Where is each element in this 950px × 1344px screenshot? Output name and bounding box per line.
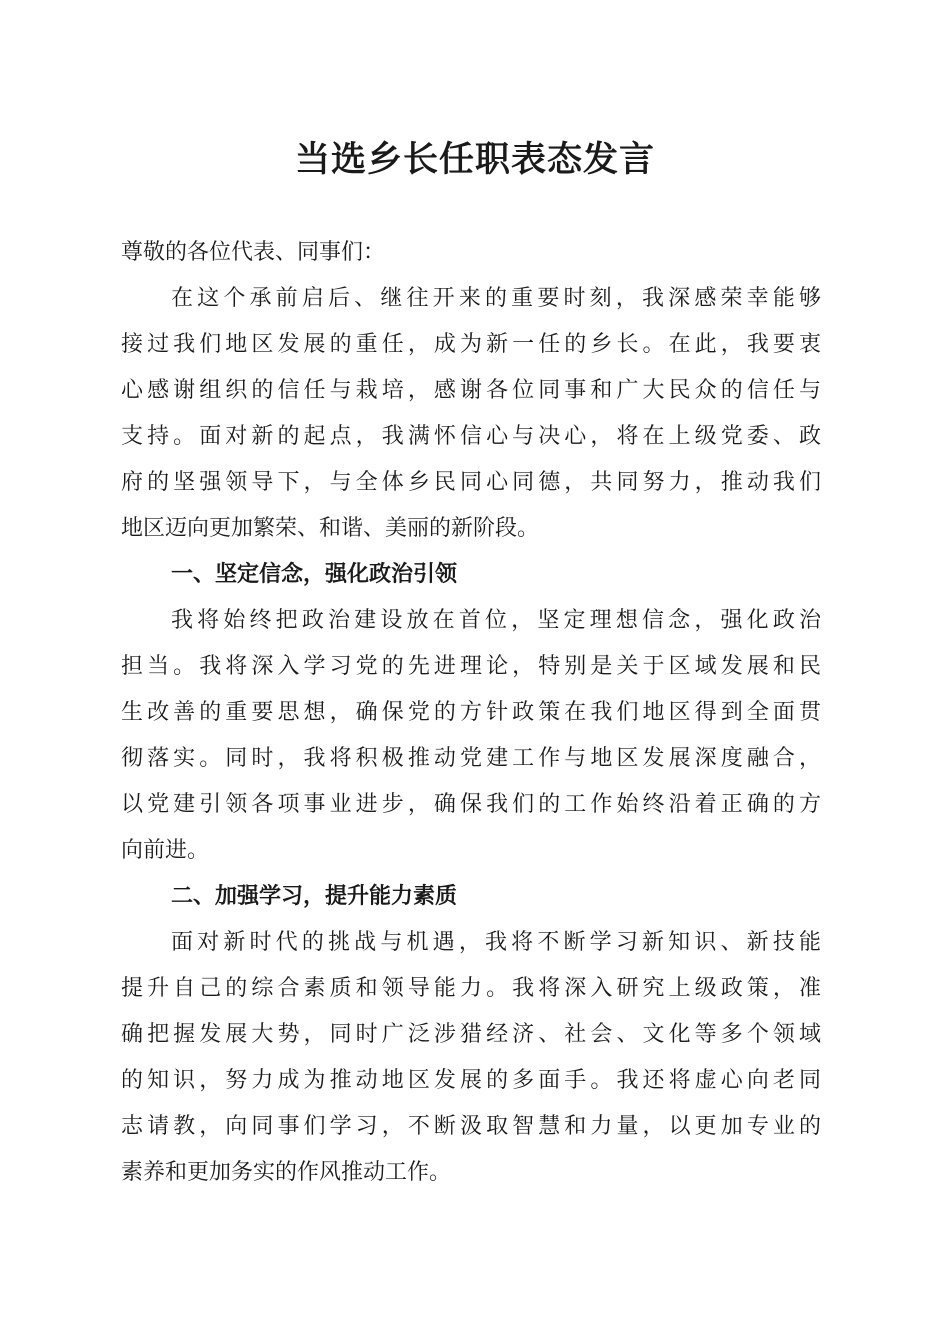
paragraph-line: 生改善的重要思想，确保党的方针政策在我们地区得到全面贯 bbox=[121, 700, 821, 725]
paragraph-line: 接过我们地区发展的重任，成为新一任的乡长。在此，我要衷 bbox=[121, 332, 821, 357]
paragraph-line: 面对新时代的挑战与机遇，我将不断学习新知识、新技能 bbox=[171, 930, 821, 955]
document-body bbox=[121, 230, 821, 1196]
paragraph-line: 我将始终把政治建设放在首位，坚定理想信念，强化政治 bbox=[171, 608, 821, 633]
document-title: 当选乡长任职表态发言 bbox=[294, 139, 655, 180]
section-heading-1: 一、坚定信念，强化政治引领 bbox=[171, 562, 458, 587]
paragraph-line: 彻落实。同时，我将积极推动党建工作与地区发展深度融合， bbox=[121, 746, 821, 771]
paragraph-line: 担当。我将深入学习党的先进理论，特别是关于区域发展和民 bbox=[121, 654, 821, 679]
paragraph-line: 府的坚强领导下，与全体乡民同心同德，共同努力，推动我们 bbox=[121, 470, 821, 495]
paragraph-line: 志请教，向同事们学习，不断汲取智慧和力量，以更加专业的 bbox=[121, 1114, 821, 1139]
paragraph-line: 在这个承前启后、继往开来的重要时刻，我深感荣幸能够 bbox=[171, 286, 821, 311]
paragraph-line: 提升自己的综合素质和领导能力。我将深入研究上级政策，准 bbox=[121, 976, 821, 1001]
paragraph-line: 地区迈向更加繁荣、和谐、美丽的新阶段。 bbox=[121, 516, 540, 541]
section-heading-2: 二、加强学习，提升能力素质 bbox=[171, 884, 458, 909]
paragraph-line: 以党建引领各项事业进步，确保我们的工作始终沿着正确的方 bbox=[121, 792, 821, 817]
paragraph-line: 支持。面对新的起点，我满怀信心与决心，将在上级党委、政 bbox=[121, 424, 821, 449]
salutation: 尊敬的各位代表、同事们： bbox=[121, 240, 386, 265]
paragraph-line: 确把握发展大势，同时广泛涉猎经济、社会、文化等多个领域 bbox=[121, 1022, 821, 1047]
paragraph-line: 向前进。 bbox=[121, 838, 210, 863]
section-1-paragraph bbox=[121, 598, 821, 874]
paragraph-line: 的知识，努力成为推动地区发展的多面手。我还将虚心向老同 bbox=[121, 1068, 821, 1093]
section-2-paragraph bbox=[121, 920, 821, 1196]
paragraph-line: 心感谢组织的信任与栽培，感谢各位同事和广大民众的信任与 bbox=[121, 378, 821, 403]
paragraph-line: 素养和更加务实的作风推动工作。 bbox=[121, 1160, 452, 1185]
intro-paragraph bbox=[121, 276, 821, 552]
